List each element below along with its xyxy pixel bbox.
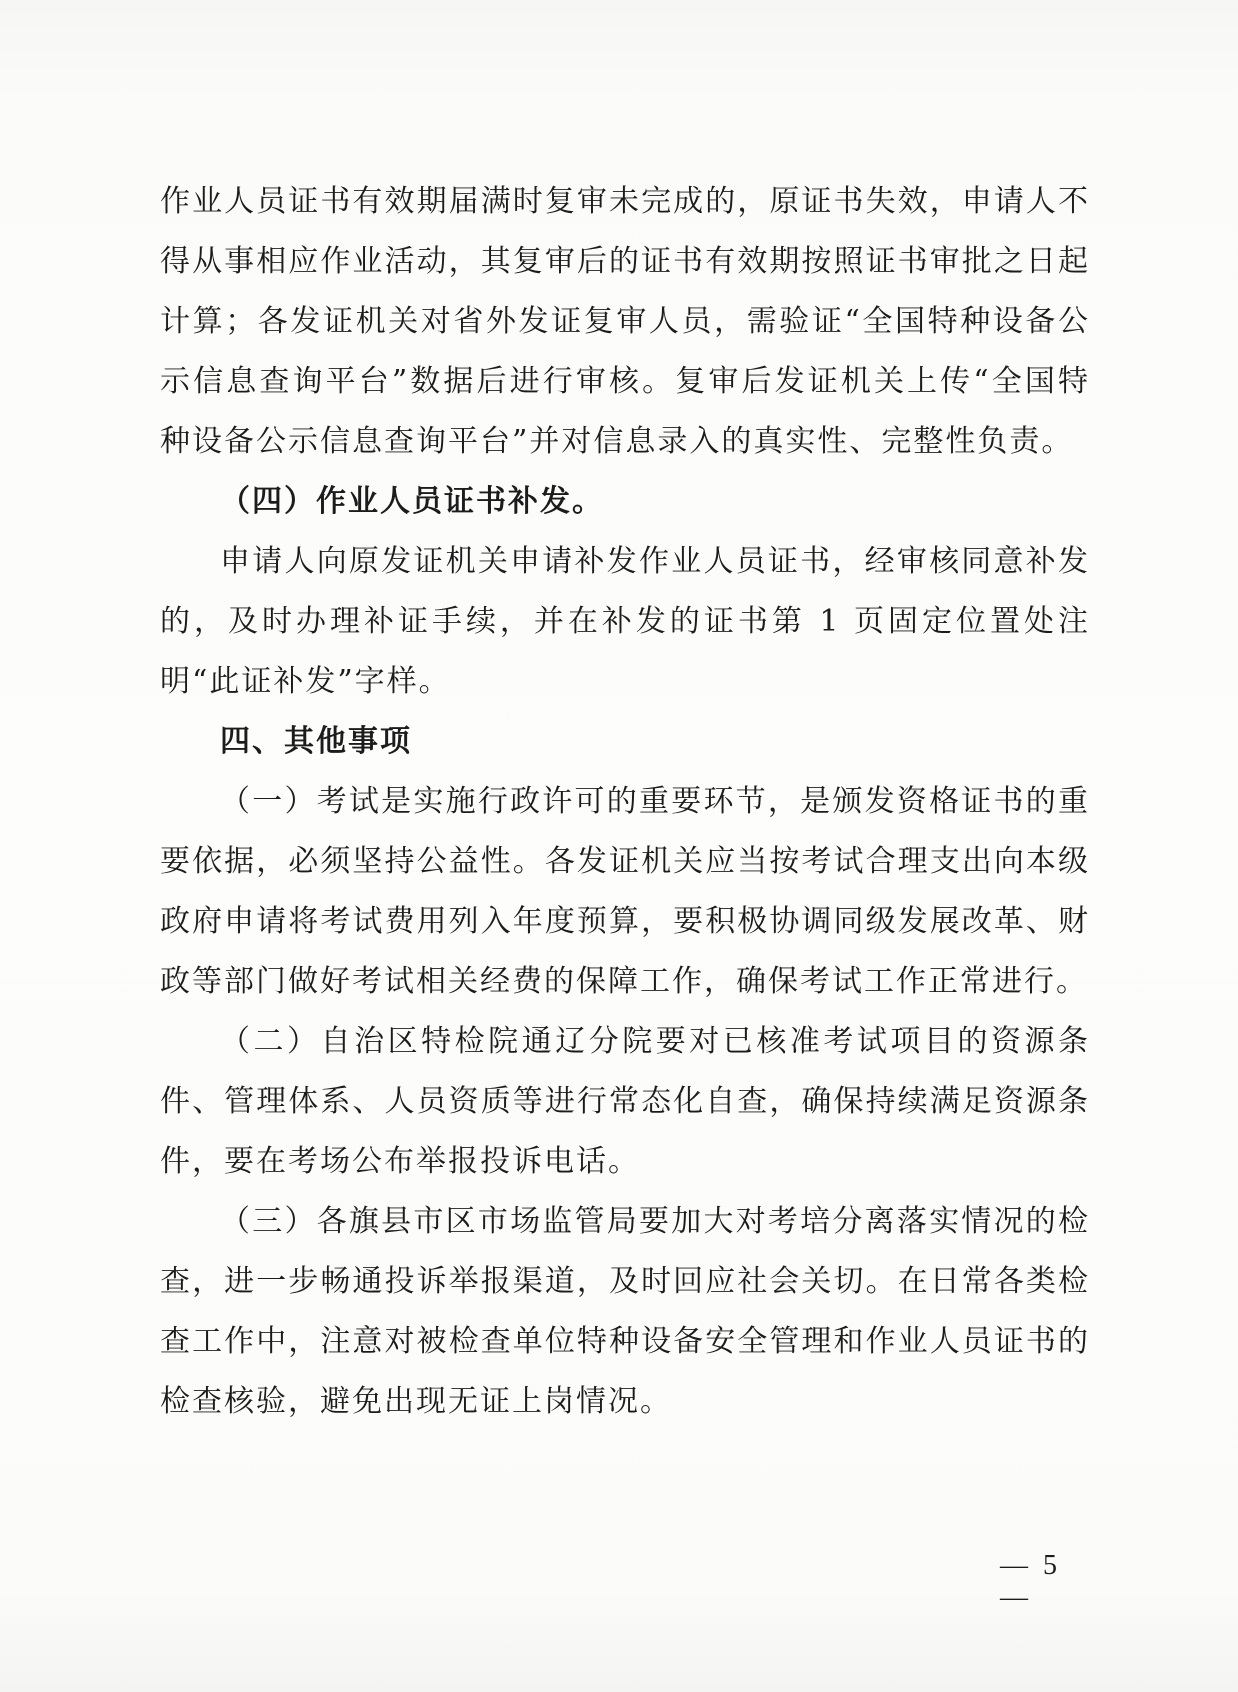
paragraph-reissue-procedure: 申请人向原发证机关申请补发作业人员证书，经审核同意补发的，及时办理补证手续，并在补发的证书第 1 页固定位置处注明“此证补发”字样。 (160, 544, 1090, 699)
section-heading-other-matters: 四、其他事项 (220, 724, 412, 759)
paragraph-certificate-review: 作业人员证书有效期届满时复审未完成的，原证书失效，申请人不得从事相应作业活动，其复审后的证书有效期按照证书审批之日起计算；各发证机关对省外发证复审人员，需验证“全国特种设备公示信息查询平台”数据后进行审核。复审后发证机关上传“全国特种设备公示信息查询平台”并对信息录入的真实性、完整性负责。 (160, 184, 1090, 459)
paragraph-branch-self-check: （二）自治区特检院通辽分院要对已核准考试项目的资源条件、管理体系、人员资质等进行常态化自查，确保持续满足资源条件，要在考场公布举报投诉电话。 (160, 1024, 1090, 1179)
document-body (160, 172, 1090, 1432)
paragraph-market-supervision: （三）各旗县市区市场监管局要加大对考培分离落实情况的检查，进一步畅通投诉举报渠道，及时回应社会关切。在日常各类检查工作中，注意对被检查单位特种设备安全管理和作业人员证书的检查核验，避免出现无证上岗情况。 (160, 1204, 1090, 1419)
subheading-certificate-reissue: （四）作业人员证书补发。 (220, 484, 604, 519)
paragraph-exam-funding: （一）考试是实施行政许可的重要环节，是颁发资格证书的重要依据，必须坚持公益性。各发证机关应当按考试合理支出向本级政府申请将考试费用列入年度预算，要积极协调同级发展改革、财政等部门做好考试相关经费的保障工作，确保考试工作正常进行。 (160, 784, 1090, 999)
page-number: — 5 — (1000, 1550, 1061, 1613)
